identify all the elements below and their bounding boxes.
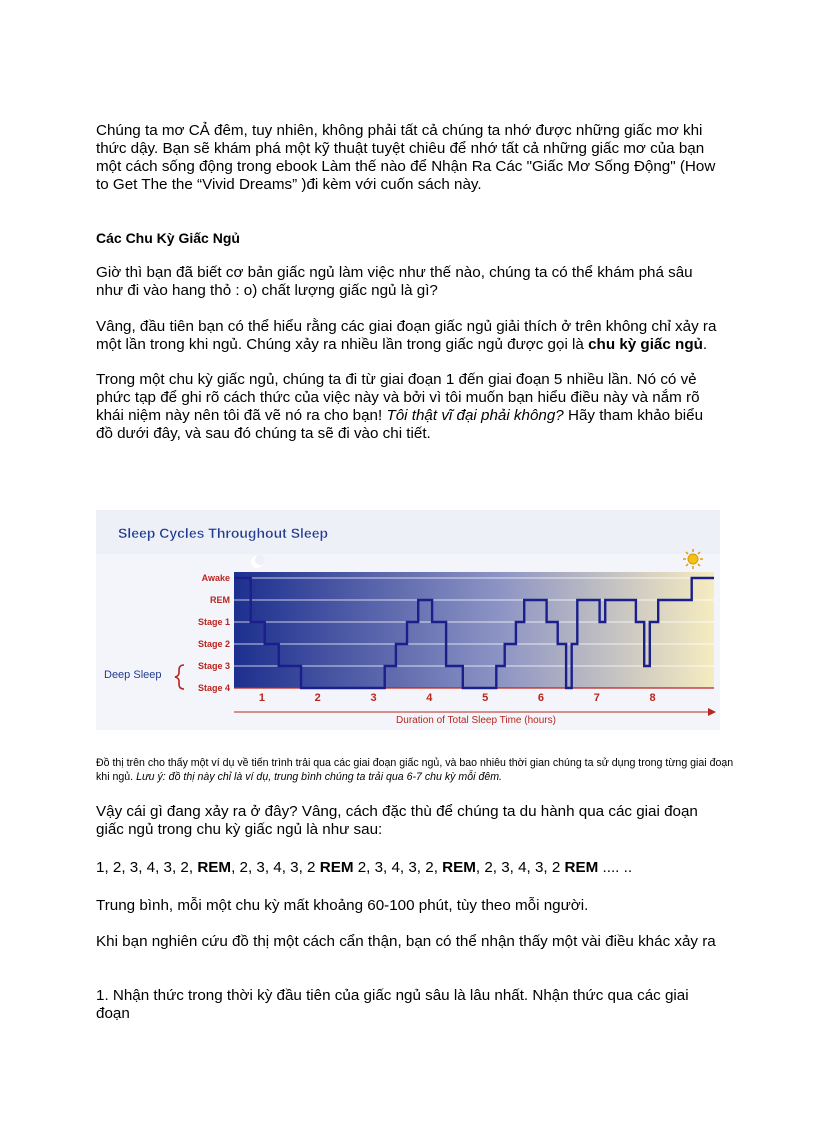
sequence-part: 2, 3, 4, 3, 2, <box>353 859 443 876</box>
sequence-rem: REM <box>442 859 476 876</box>
y-level-label: Stage 1 <box>197 617 230 627</box>
stage-sequence <box>96 859 720 877</box>
x-tick-label: 5 <box>482 692 489 704</box>
deep-sleep-label: Deep Sleep <box>104 669 162 681</box>
y-level-label: Stage 3 <box>197 661 230 671</box>
paragraph-4-text: Trong một chu kỳ giấc ngủ, chúng ta đi từ giai đoạn 1 đến giai đoạn 5 nhiều lần. Nó có vẻ phức tạp để ghi rõ cách thức của việc này và bởi vì tôi muốn bạn hiểu điều này và nắm rõ khái niệm này nên tôi đã vẽ nó ra cho bạn! <box>96 371 700 424</box>
paragraph-7: Khi bạn nghiên cứu đồ thị một cách cẩn thận, bạn có thể nhận thấy một vài điều khác xảy ra <box>96 933 716 950</box>
sequence-part: , 2, 3, 4, 3, 2 <box>231 859 320 876</box>
caption-text: Đồ thị trên cho thấy một ví dụ về tiến trình trải qua các giai đoạn giấc ngủ, và bao nhiêu thời gian chúng ta sử dụng trong từng giai đoạn khi ngủ. <box>96 757 734 783</box>
paragraph-5: Vậy cái gì đang xảy ra ở đây? Vâng, cách đặc thù để chúng ta du hành qua các giai đoạn giấc ngủ trong chu kỳ giấc ngủ là như sau: <box>96 803 698 838</box>
paragraph-3-end: . <box>702 336 708 353</box>
paragraph-3-bold: chu kỳ giấc ngủ <box>588 336 703 353</box>
x-tick-label: 2 <box>314 692 321 704</box>
sequence-part: , 2, 3, 4, 3, 2 <box>475 859 565 876</box>
intro-paragraph: Chúng ta mơ CẢ đêm, tuy nhiên, không phải tất cả chúng ta nhớ được những giấc mơ khi thức dậy. Bạn sẽ khám phá một kỹ thuật tuyệt chiêu để nhớ tất cả những giấc mơ của bạn một cách sống động trong ebook Làm thế nào để Nhận Ra Các "Giấc Mơ Sống Động" (How to Get The the “Vivid Dreams” )đi kèm với cuốn sách này. <box>96 122 716 193</box>
section-heading: Các Chu Kỳ Giấc Ngủ <box>96 230 240 246</box>
x-tick-label: 4 <box>426 692 433 704</box>
x-tick-label: 8 <box>649 692 656 704</box>
paragraph-2: Giờ thì bạn đã biết cơ bản giấc ngủ làm việc như thế nào, chúng ta có thể khám phá sâu như đi vào hang thỏ : o) chất lượng giấc ngủ là gì? <box>96 264 693 299</box>
sequence-rem: REM <box>319 859 354 876</box>
paragraph-4-italic: Tôi thật vĩ đại phải không? <box>386 407 564 424</box>
sequence-part: .... .. <box>598 859 633 876</box>
x-tick-label: 7 <box>593 692 600 704</box>
paragraph-4 <box>96 371 720 443</box>
chart-plot-panel <box>234 572 714 688</box>
x-tick-label: 6 <box>537 692 545 704</box>
paragraph-6: Trung bình, mỗi một chu kỳ mất khoảng 60-100 phút, tùy theo mỗi người. <box>96 897 589 914</box>
x-axis-label: Duration of Total Sleep Time (hours) <box>396 715 556 726</box>
sun-icon <box>683 549 703 569</box>
y-level-label: Stage 2 <box>197 639 230 649</box>
sequence-rem: REM <box>564 859 599 876</box>
sleep-cycles-chart <box>96 510 720 730</box>
chart-caption <box>96 756 736 784</box>
y-level-label: Awake <box>201 573 230 583</box>
paragraph-8: 1. Nhận thức trong thời kỳ đầu tiên của giấc ngủ sâu là lâu nhất. Nhận thức qua các giai đoạn <box>96 987 689 1022</box>
x-tick-label: 3 <box>370 692 377 704</box>
chart-title: Sleep Cycles Throughout Sleep <box>118 525 329 541</box>
y-level-label: Stage 4 <box>197 683 230 693</box>
x-tick-label: 1 <box>258 692 265 704</box>
paragraph-4-end: Hãy tham khảo biểu đồ dưới đây, và sau đó chúng ta sẽ đi vào chi tiết. <box>96 407 704 442</box>
sequence-rem: REM <box>197 859 232 876</box>
paragraph-3 <box>96 318 720 354</box>
sequence-part: 1, 2, 3, 4, 3, 2, <box>96 859 198 876</box>
paragraph-3-text: Vâng, đầu tiên bạn có thể hiểu rằng các giai đoạn giấc ngủ giải thích ở trên không chỉ xảy ra một lần trong khi ngủ. Chúng xảy ra nhiều lần trong giấc ngủ được gọi là <box>96 318 717 353</box>
caption-note: Lưu ý: đồ thị này chỉ là ví dụ, trung bình chúng ta trải qua 6-7 chu kỳ mỗi đêm. <box>136 771 502 783</box>
y-level-label: REM <box>210 595 230 605</box>
